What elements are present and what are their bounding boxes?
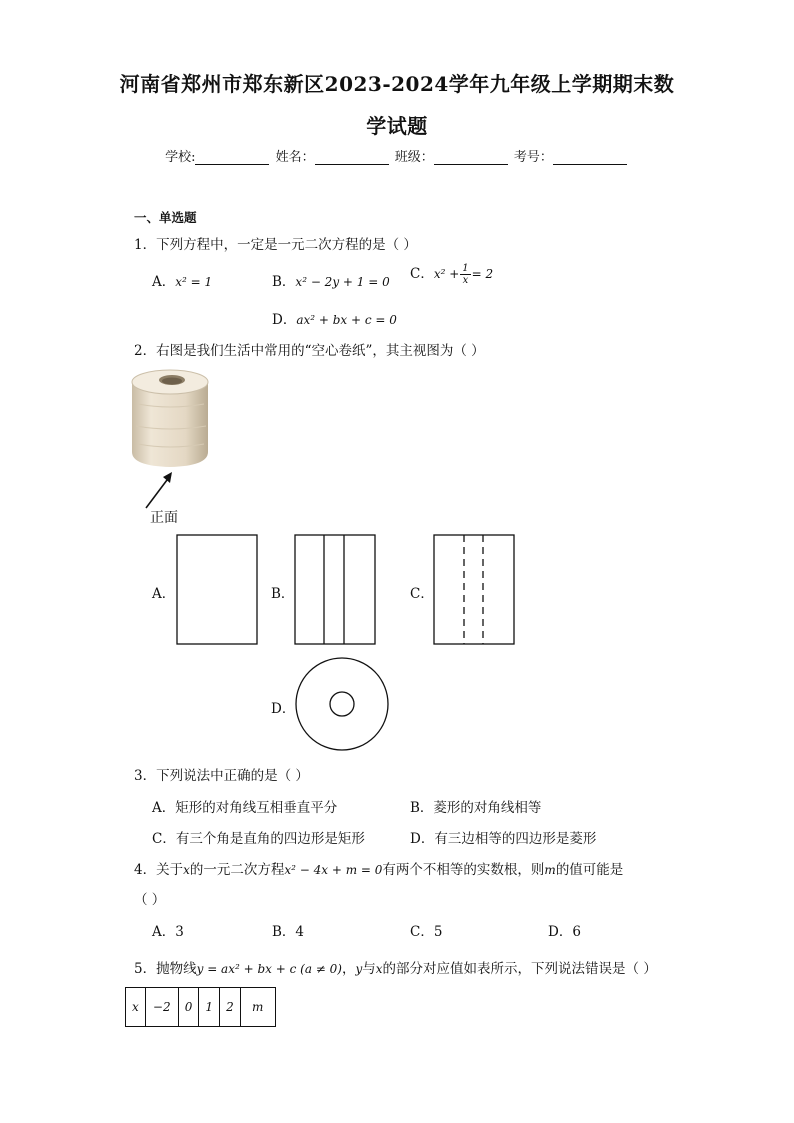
page-title-line1: 河南省郑州市郑东新区2023-2024学年九年级上学期期末数	[119, 72, 675, 96]
q1-c-post: = 2	[471, 267, 494, 281]
q1-b-label: B．	[272, 274, 296, 290]
q1-option-d	[272, 308, 397, 328]
q2-b-label: B．	[271, 586, 295, 602]
question-4-stem	[134, 858, 623, 878]
q3-option-d: D．有三边相等的四边形是菱形	[410, 831, 597, 847]
q1-c-denominator: x	[462, 275, 469, 286]
q3-option-b: B．菱形的对角线相等	[410, 800, 542, 816]
front-label: 正面	[150, 510, 178, 526]
question-1-stem: 1．下列方程中，一定是一元二次方程的是（ ）	[134, 237, 417, 253]
q1-c-fraction	[460, 263, 470, 286]
table-row	[126, 988, 276, 1027]
question-5-stem	[134, 957, 657, 977]
table-cell: m	[240, 988, 275, 1027]
q1-a-expr: x² = 1	[175, 275, 213, 289]
q4-stem-post: 的值可能是	[555, 862, 624, 878]
school-blank[interactable]	[195, 152, 269, 165]
q1-c-numerator: 1	[462, 263, 469, 274]
q4-var-m: m	[544, 863, 556, 877]
q1-d-expr: ax² + bx + c = 0	[296, 313, 397, 327]
q4-stem-mid: 的一元二次方程	[189, 862, 285, 878]
name-blank[interactable]	[315, 152, 389, 165]
q4-equation: x² − 4x + m = 0	[284, 863, 383, 877]
id-label: 考号：	[513, 150, 553, 165]
table-cell: 0	[178, 988, 199, 1027]
q4-var-x: x	[183, 863, 190, 877]
q5-var-x: x	[375, 962, 383, 976]
q1-c-pre: x² +	[433, 267, 460, 281]
q2-c-label: C．	[410, 586, 434, 602]
q2-option-b-figure[interactable]	[294, 534, 378, 646]
q1-option-b	[272, 270, 390, 290]
q5-stem-mid: ，	[341, 961, 356, 977]
name-label: 姓名：	[275, 150, 315, 165]
table-cell: 1	[199, 988, 220, 1027]
class-blank[interactable]	[434, 152, 508, 165]
section-heading: 一、单选题	[134, 210, 197, 225]
q4-stem-line2: （ ）	[134, 892, 166, 908]
question-2-stem: 2．右图是我们生活中常用的“空心卷纸”，其主视图为（ ）	[134, 343, 485, 359]
id-blank[interactable]	[553, 152, 627, 165]
student-info-line	[0, 146, 794, 165]
page-title-line2: 学试题	[366, 114, 428, 138]
table-cell: 2	[220, 988, 241, 1027]
q2-option-c-figure[interactable]	[433, 534, 517, 646]
q1-a-label: A．	[152, 274, 176, 290]
q1-option-c	[410, 262, 493, 286]
q2-d-label: D．	[271, 701, 296, 717]
q4-stem-pre: 4．关于	[134, 862, 184, 878]
q5-stem-post: 的部分对应值如表所示，下列说法错误是（ ）	[382, 961, 657, 977]
q2-option-a-figure[interactable]	[176, 534, 260, 646]
q5-stem-mid2: 与	[362, 961, 376, 977]
class-label: 班级：	[394, 150, 434, 165]
q3-option-c: C．有三个角是直角的四边形是矩形	[152, 831, 365, 847]
q5-stem-pre: 5．抛物线	[134, 961, 197, 977]
question-3-stem: 3．下列说法中正确的是（ ）	[134, 768, 309, 784]
table-cell: −2	[145, 988, 178, 1027]
q1-c-label: C．	[410, 266, 434, 282]
q4-option-b: B．4	[272, 924, 305, 940]
school-label: 学校:	[165, 150, 196, 165]
q1-b-expr: x² − 2y + 1 = 0	[295, 275, 390, 289]
q4-stem-mid2: 有两个不相等的实数根，则	[382, 862, 545, 878]
q5-value-table	[125, 987, 276, 1027]
q1-option-a	[152, 270, 212, 290]
q5-var-y: y	[355, 962, 363, 976]
q2-a-label: A．	[152, 586, 176, 602]
q4-option-a: A．3	[152, 924, 184, 940]
q4-option-c: C．5	[410, 924, 443, 940]
q4-option-d: D．6	[548, 924, 581, 940]
q1-d-label: D．	[272, 312, 297, 328]
q2-option-d-figure[interactable]	[294, 656, 392, 754]
q5-equation: y = ax² + bx + c (a ≠ 0)	[196, 962, 342, 976]
table-cell: x	[126, 988, 146, 1027]
q3-option-a: A．矩形的对角线互相垂直平分	[152, 800, 338, 816]
